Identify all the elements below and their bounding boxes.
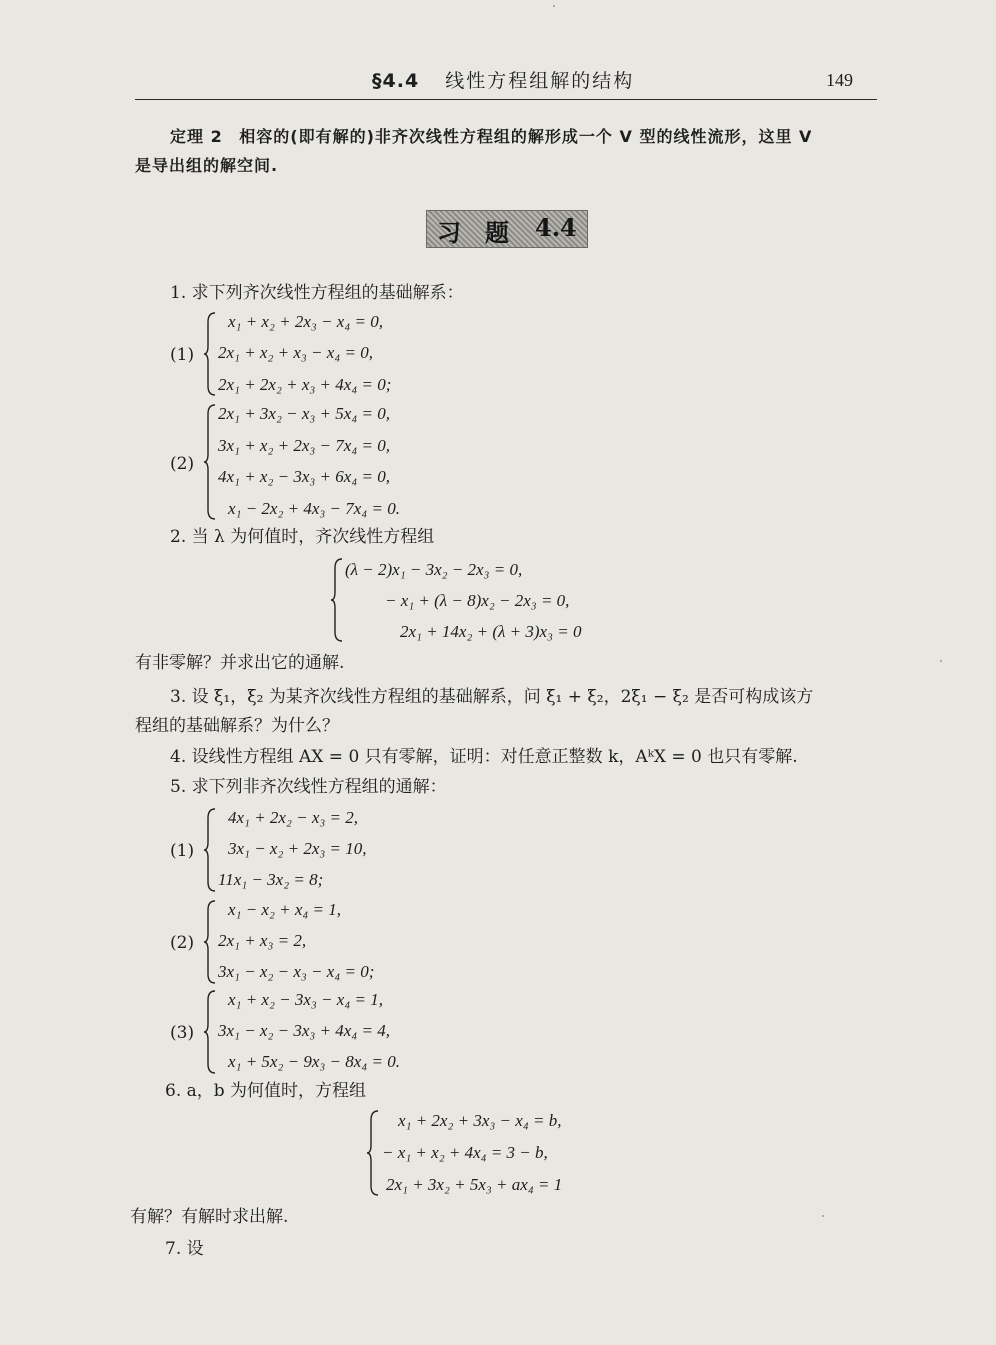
paper-speck [822,1215,824,1217]
p1-s1-eq1: x₁ + x₂ + 2x₃ − x₄ = 0, [228,312,383,331]
banner-number: 4.4 [535,213,577,242]
p1-s2-eq1: 2x₁ + 3x₂ − x₃ + 5x₄ = 0, [218,404,390,423]
problem-5-stem: 5. 求下列非齐次线性方程组的通解： [170,777,447,797]
p5-s3-eq3: x₁ + 5x₂ − 9x₃ − 8x₄ = 0. [228,1052,400,1071]
banner-char-1: 习 [437,218,461,247]
p5-s2-eq3: 3x₁ − x₂ − x₃ − x₄ = 0; [218,962,375,981]
problem-3-line-1: 3. 设 ξ₁，ξ₂ 为某齐次线性方程组的基础解系，问 ξ₁ + ξ₂，2ξ₁ − ξ₂ 是否可构成该方 [170,687,814,707]
running-header [372,66,634,93]
problem-1-stem: 1. 求下列齐次线性方程组的基础解系： [170,283,464,303]
banner-char-2: 题 [485,218,509,247]
p1-system-1-brace [203,312,217,396]
p1-s2-eq3: 4x₁ + x₂ − 3x₃ + 6x₄ = 0, [218,467,390,486]
theorem-text-1: 相容的(即有解的)非齐次线性方程组的解形成一个 V 型的线性流形，这里 V [239,127,813,146]
section-number: §4.4 [372,70,420,92]
p5-system-1-brace [203,808,217,892]
p5-system-3-label: (3) [170,1023,195,1043]
p5-system-2-label: (2) [170,933,195,953]
p5-system-1-label: (1) [170,841,195,861]
p5-s2-eq2: 2x₁ + x₃ = 2, [218,931,307,950]
p6-eq3: 2x₁ + 3x₂ + 5x₃ + ax₄ = 1 [386,1175,563,1194]
p1-system-1-label: (1) [170,345,195,365]
section-title: 线性方程组解的结构 [445,70,635,92]
paper-speck [553,5,555,7]
theorem-text-2: 是导出组的解空间. [135,156,279,175]
paper-speck [940,660,942,662]
p5-system-3-brace [203,990,217,1074]
p5-s2-eq1: x₁ − x₂ + x₄ = 1, [228,900,342,919]
p6-eq1: x₁ + 2x₂ + 3x₃ − x₄ = b, [398,1111,562,1130]
p2-eq3: 2x₁ + 14x₂ + (λ + 3)x₃ = 0 [400,622,582,641]
p2-system-brace [330,558,344,642]
problem-4-line: 4. 设线性方程组 AX = 0 只有零解，证明：对任意正整数 k，AᵏX = 0 也只有零解. [170,747,798,767]
header-rule [135,99,877,100]
p1-s1-eq3: 2x₁ + 2x₂ + x₃ + 4x₄ = 0; [218,375,392,394]
theorem-label: 定理 2 [170,127,223,146]
theorem-line-1 [170,124,812,147]
p5-system-2-brace [203,900,217,984]
exercise-banner [426,210,588,248]
p1-s2-eq2: 3x₁ + x₂ + 2x₃ − 7x₄ = 0, [218,436,390,455]
p5-s3-eq1: x₁ + x₂ − 3x₃ − x₄ = 1, [228,990,383,1009]
p2-eq2: − x₁ + (λ − 8)x₂ − 2x₃ = 0, [385,591,570,610]
p1-system-2-brace [203,404,217,520]
p5-s3-eq2: 3x₁ − x₂ − 3x₃ + 4x₄ = 4, [218,1021,390,1040]
problem-7-stem: 7. 设 [165,1239,204,1259]
p6-system-brace [366,1110,380,1196]
problem-2-stem: 2. 当 λ 为何值时，齐次线性方程组 [170,527,435,547]
p2-eq1: (λ − 2)x₁ − 3x₂ − 2x₃ = 0, [345,560,523,579]
p6-eq2: − x₁ + x₂ + 4x₄ = 3 − b, [382,1143,548,1162]
problem-3-line-2: 程组的基础解系？为什么？ [135,716,339,736]
p5-s1-eq3: 11x₁ − 3x₂ = 8; [218,870,324,889]
problem-6-stem: 6. a，b 为何值时，方程组 [165,1081,367,1101]
p1-s1-eq2: 2x₁ + x₂ + x₃ − x₄ = 0, [218,343,373,362]
p5-s1-eq2: 3x₁ − x₂ + 2x₃ = 10, [228,839,367,858]
page-number: 149 [826,70,853,90]
p1-system-2-label: (2) [170,454,195,474]
problem-2-tail: 有非零解？并求出它的通解. [135,653,345,673]
p1-s2-eq4: x₁ − 2x₂ + 4x₃ − 7x₄ = 0. [228,499,400,518]
problem-6-tail: 有解？有解时求出解. [130,1207,289,1227]
p5-s1-eq1: 4x₁ + 2x₂ − x₃ = 2, [228,808,359,827]
